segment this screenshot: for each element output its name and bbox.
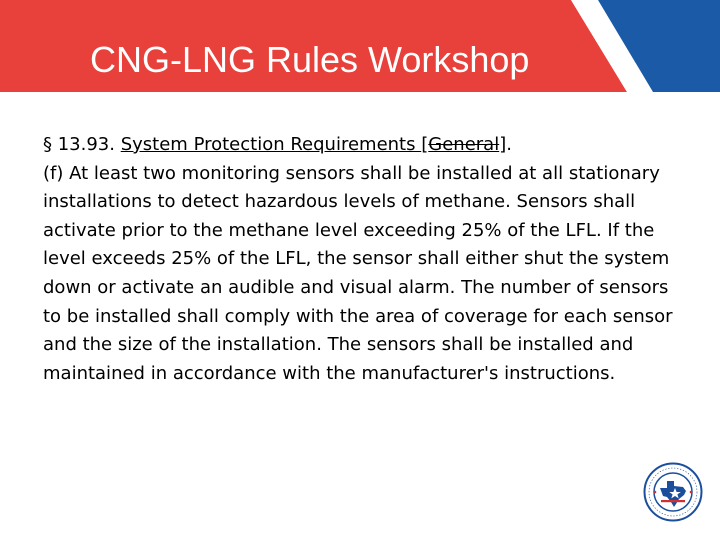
bracket-open: [ bbox=[421, 134, 429, 155]
deleted-word: General bbox=[428, 134, 500, 155]
slide-title: CNG-LNG Rules Workshop bbox=[90, 39, 530, 80]
bracket-close: ]. bbox=[499, 134, 512, 155]
section-number: § 13.93. bbox=[43, 134, 115, 155]
rule-text bbox=[43, 131, 683, 388]
section-heading-line bbox=[43, 131, 683, 160]
agency-seal-logo bbox=[643, 462, 703, 522]
rule-paragraph: (f) At least two monitoring sensors shall be installed at all stationary installations to detect hazardous levels of methane. Sensors shall activate prior to the methane level exceeding 25% of the LFL. If the level exceeds 25% of the LFL, the sensor shall either shut the system down or activate an audible and visual alarm. The number of sensors to be installed shall comply with the area of coverage for each sensor and the size of the installation. The sensors shall be installed and maintained in accordance with the manufacturer's instructions. bbox=[43, 162, 673, 384]
section-heading-underlined bbox=[121, 134, 499, 155]
section-heading: System Protection Requirements bbox=[120, 134, 416, 155]
